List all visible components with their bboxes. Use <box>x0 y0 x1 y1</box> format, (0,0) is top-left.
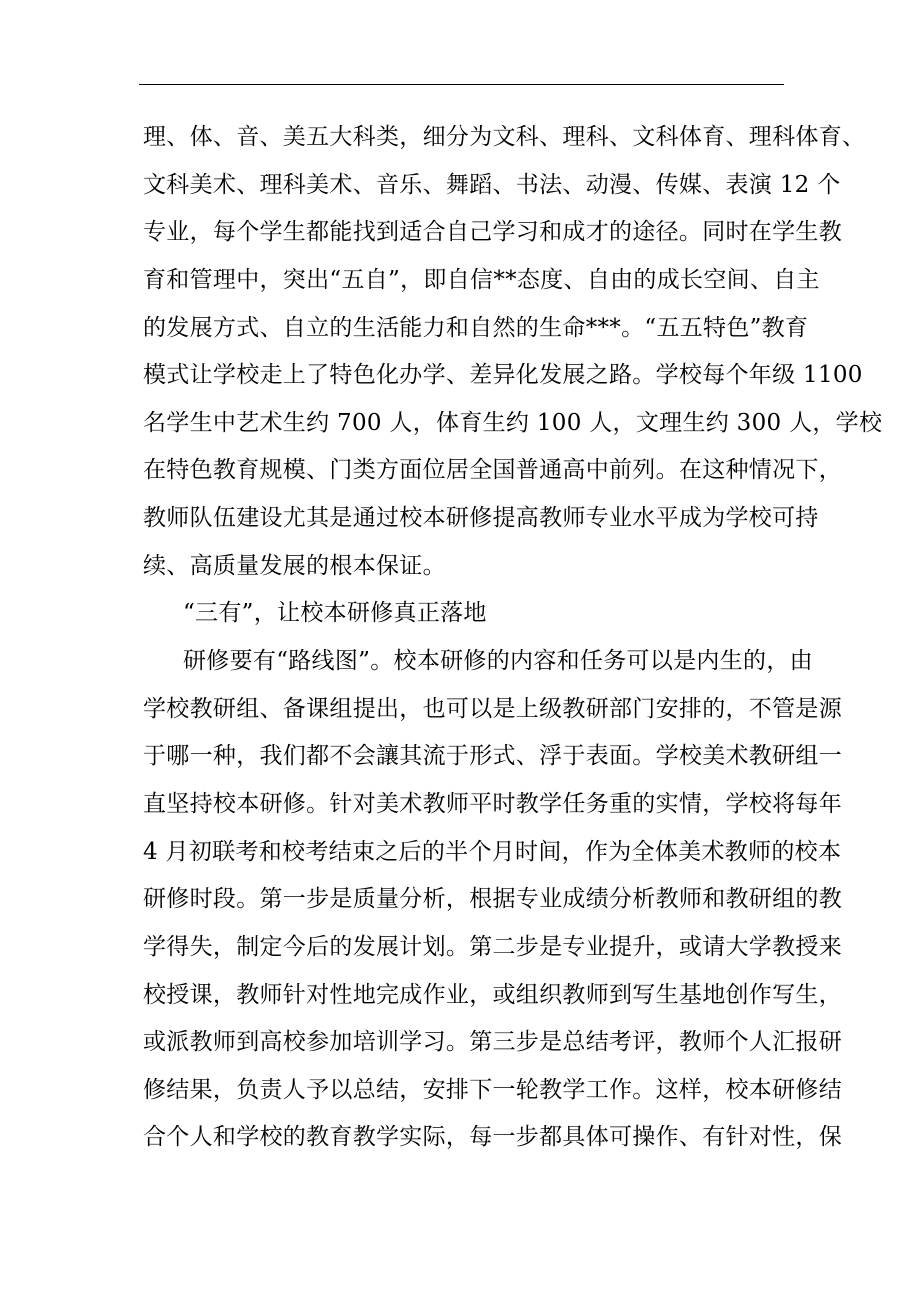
paragraph-line: 模式让学校走上了特色化办学、差异化发展之路。学校每个年级 1100 <box>143 362 863 389</box>
paragraph-line: 文科美术、理科美术、音乐、舞蹈、书法、动漫、传媒、表演 12 个 <box>143 171 841 198</box>
paragraph-line: 的发展方式、自立的生活能力和自然的生命***。“五五特色”教育 <box>143 314 809 341</box>
paragraph-line: 或派教师到高校参加培训学习。第三步是总结考评，教师个人汇报研 <box>143 1029 842 1056</box>
paragraph-line: 研修时段。第一步是质量分析，根据专业成绩分析教师和教研组的教 <box>143 886 842 913</box>
paragraph-first-line: 研修要有“路线图”。校本研修的内容和任务可以是内生的，由 <box>183 648 813 675</box>
paragraph-line: 教师队伍建设尤其是通过校本研修提高教师专业水平成为学校可持 <box>143 505 819 532</box>
paragraph-line: 专业，每个学生都能找到适合自己学习和成才的途径。同时在学生教 <box>143 219 842 246</box>
header-rule <box>139 84 784 85</box>
paragraph-line: 学校教研组、备课组提出，也可以是上级教研部门安排的，不管是源 <box>143 695 842 722</box>
paragraph-line: 名学生中艺术生约 700 人，体育生约 100 人，文理生约 300 人，学校 <box>143 409 883 436</box>
paragraph-line: 合个人和学校的教育教学实际，每一步都具体可操作、有针对性，保 <box>143 1124 842 1151</box>
paragraph-line: 学得失，制定今后的发展计划。第二步是专业提升，或请大学教授来 <box>143 933 842 960</box>
paragraph-line: 4 月初联考和校考结束之后的半个月时间，作为全体美术教师的校本 <box>143 838 842 865</box>
paragraph-line: 直坚持校本研修。针对美术教师平时教学任务重的实情，学校将每年 <box>143 790 842 817</box>
paragraph-line: 校授课，教师针对性地完成作业，或组织教师到写生基地创作写生， <box>143 981 842 1008</box>
paragraph-line: 续、高质量发展的根本保证。 <box>143 552 446 579</box>
paragraph-line: 修结果，负责人予以总结，安排下一轮教学工作。这样，校本研修结 <box>143 1076 842 1103</box>
paragraph-line: 于哪一种，我们都不会讓其流于形式、浮于表面。学校美术教研组一 <box>143 743 842 770</box>
paragraph-line: 在特色教育规模、门类方面位居全国普通高中前列。在这种情况下， <box>143 457 842 484</box>
paragraph-line: 理、体、音、美五大科类，细分为文科、理科、文科体育、理科体育、 <box>143 124 866 150</box>
body-text <box>143 114 883 1162</box>
section-heading: “三有”，让校本研修真正落地 <box>183 600 487 627</box>
paragraph-line: 育和管理中，突出“五自”，即自信**态度、自由的成长空间、自主 <box>143 266 820 293</box>
